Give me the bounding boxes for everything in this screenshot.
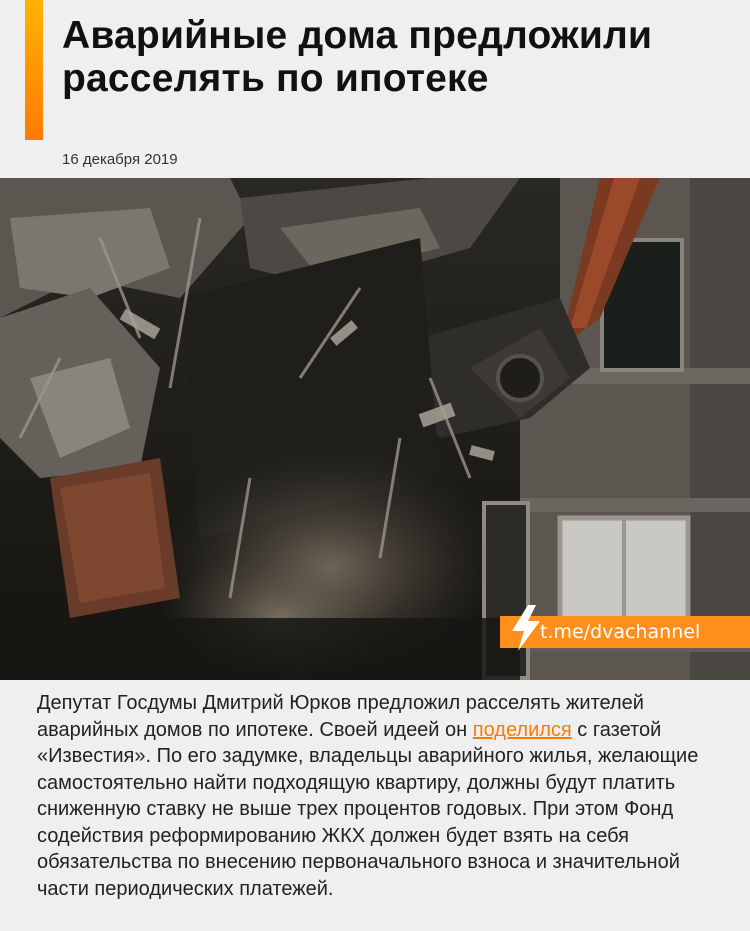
- article-date: 16 декабря 2019: [62, 151, 178, 168]
- source-link[interactable]: поделился: [472, 718, 572, 741]
- article-photo: [0, 178, 750, 680]
- watermark-text: t.me/dvachannel: [540, 621, 701, 643]
- body-text-part-1: Депутат Госдумы Дмитрий Юрков предложил расселять жителей аварийных домов по ипотеке. Своей идеей он: [37, 692, 644, 741]
- article-body: [37, 690, 727, 902]
- article-header: [0, 0, 750, 178]
- body-text-part-2: с газетой «Известия». По его задумке, владельцы аварийного жилья, желающие самостоятельно найти подходящую квартиру, должны будут платить сниженную ставку не выше трех процентов годовых. При этом Фонд содействия реформированию ЖКХ должен будет взять на себя обязательства по внесению первоначального взноса и значительной части периодических платежей.: [37, 718, 699, 900]
- accent-bar: [25, 0, 43, 140]
- article-title: Аварийные дома предложили расселять по ипотеке: [62, 14, 653, 100]
- telegram-watermark: [500, 616, 750, 648]
